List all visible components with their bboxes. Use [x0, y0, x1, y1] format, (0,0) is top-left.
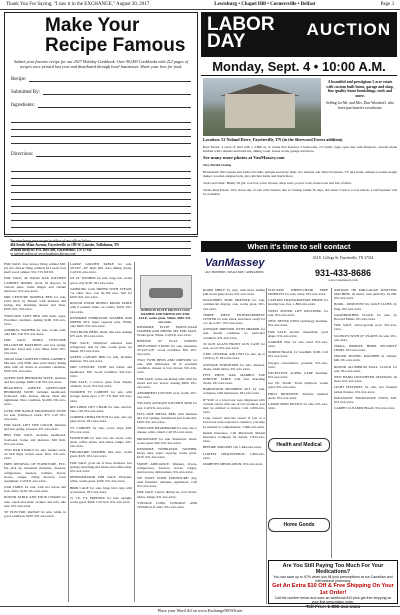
home-goods-header: Home Goods	[268, 518, 330, 532]
page-number: Page 3	[380, 2, 394, 7]
pharmacy-offer: Get An Extra $10 Off & Free Shipping On Your 1st Order!	[272, 583, 394, 596]
classified-ad: FIVE PIECE OAK MARBLE TOP DINETTE TABLE with four matching chairs. 931-xxx-xxxx.	[203, 372, 265, 386]
classified-ad: MICROWAVE for sale, Panasonic, black, works great. $40. 931-xxx-xxxx.	[137, 436, 197, 445]
classified-ad: WEISS POWER LIFT RECLINER, for sale. 931-xxx-xxxx.	[268, 308, 328, 317]
classified-ad: ROUND TABLE AND FOUR CHAIRS for sale, couch and chair, recliner and sofa, like new. 931-xxx-xxxx.	[4, 495, 66, 508]
classified-ad: MID CENTURY DOUBLE BED for sale, solid birch by Bassett with mattress and spring, also matching dresser and chest. $250. 931-759-xxxx.	[4, 295, 66, 312]
mail-line-3: or mail them to: P.O. Box 490, Fayetteville, TN 37334	[10, 247, 92, 252]
when-to-sell-bar: When it's time to sell contact	[201, 241, 397, 252]
classified-ad: WE WANT YOUR FURNITURE: Any used furniture, antiques, appliances. Call 931-xxx-xxxx.	[137, 475, 197, 489]
header-left: Thank You For Saying, "I saw it in the EXCHANGE," August 30, 2017	[6, 2, 150, 7]
classified-ad: LARGE GOLDEN TABLE for sale, 30"x50", 28" high, $65. Also dining chairs. Call 931-xxx-xxxx.	[70, 262, 132, 275]
classified-ad: DIABETES MEDICATION. 931-xxx-xxxx.	[203, 461, 264, 466]
classified-ad: BEFORE SURGERY call 1-844-xxx-xxxx.	[203, 445, 262, 450]
ingredients-lines	[11, 116, 191, 144]
classified-ad: FOR SALE, electric wheelchair, good shape. 931-xxx-xxxx.	[268, 329, 328, 338]
classified-ad: ANTIQUE DRESSER WITH MIRROR for sale, decent condition, no particular condition. 931-xxx-xxxx.	[203, 327, 265, 340]
classified-ad: EXCELLENT ALPHA CARE machine. 931-xxx-xxxx.	[268, 371, 328, 380]
classified-ad: ROUND WOOD DINING ROOM TABLE with 6 padded chairs on rollers. $100. 931-xxx-xxxx.	[70, 301, 132, 314]
directions-field[interactable]	[11, 152, 191, 157]
classified-ad: Long cancer? And the cause? If you or a loved one were exposed to asbestos, you may be entitled to compensation. 1-800-xxx-xxxx.	[203, 416, 265, 429]
classified-ad: Oxygen concentrator, portable. 931-xxx-xxxx.	[268, 360, 328, 369]
cookbook-title-2: Recipe Famous	[45, 35, 186, 56]
ingredients-label: Ingredients:	[11, 103, 35, 108]
cookbook-mailing-info	[4, 236, 198, 258]
classified-ad: BIRD CAGE for sale, large bird cage with accessories. 931-xxx-xxxx.	[70, 485, 132, 494]
classified-ad: SOLID OAK LIGHTED CHINA CABINET, like new, only $500. Also solid cherry dining table with six chairs in excellent condition, $550. 931-xxx-xxxx.	[4, 357, 66, 374]
vanmassey-website[interactable]: www.vanmassey.com	[328, 278, 358, 282]
classified-ad: BOOK - REMOVED XL GOLF CLUBS, by Ping. 931-xxx-xxxx.	[334, 302, 397, 311]
classified-ad: FOR SALE, 46 SOLID OAK KITCHEN CABINET DOORS, about 18 drawers, in various sizes. Some hinges and cabinet hardware. 931-xxx-xxxx.	[4, 276, 66, 293]
classified-ad: ABSORBENT COTTON wrap cloths. 931-xxx-xxxx.	[137, 391, 197, 400]
classified-ad: FOR SALE, 2 narrow glass front display cabinets, wood. 931-xxx-xxxx.	[70, 379, 132, 389]
classified-ad: HARDWOOD BUNKBED SET for sale, complete, with mattresses. 931-xxx-xxxx.	[203, 387, 265, 396]
submitted-field[interactable]	[11, 90, 191, 95]
classified-ad: 50 GUN GLASS FRONT GUN CASE for sale, wood. 931-xxx-xxxx.	[203, 341, 265, 350]
auction-details	[203, 138, 397, 199]
classified-ad: TWO BUNK BEDS, metal, like new. Asking $75 each. 931-xxx-xxxx.	[70, 330, 132, 339]
submitted-label: Submitted By:	[11, 90, 41, 95]
classified-ad: SAMSUNG GAS DRYER WITH STEAM, 7.4 cubic feet, cost $1,100 new. Sell for $450. 931-xxx-xxxx.	[70, 286, 132, 300]
classifieds-column-1	[4, 262, 66, 604]
page-footer: Place your Word Ad on www.ExchangeNEWS.net	[0, 606, 400, 615]
classified-ad: SMALL BRONZE HOME SECURITY ITEMS. 931-xxx-xxxx.	[334, 343, 397, 353]
classified-ad: BEAUTIFUL ASHLEY QUEEN-SIZE BEDROOM SUITE, includes headboard, footboard, rails, dresser, mirror, chest and nightstand. New condition. $1,000. 931-xxx-xxxx.	[4, 385, 66, 407]
classified-ad: 36" ELECTRIC RANGE for sale, white, in good condition. $100. 931-xxx-xxxx.	[4, 509, 66, 518]
classified-ad: GE 24" WASHER for sale, large tub, works good, only $100. 931-xxx-xxxx.	[70, 276, 132, 285]
classified-ad: IF YOU or a loved one were diagnosed with ovarian cancer after use of talc products, you may be entitled to money. Call 1-800-xxx-xxxx.	[203, 397, 265, 415]
classified-ad: FOR SALE, LIFT SIZE COUCH, mattress and box spring, loveseat. 931-xxx-xxxx.	[4, 423, 66, 432]
classified-ad: FOR SALE, good set of tires, mattress, box springs, matching end tables and coffee table. 931-xxx-xxxx.	[70, 460, 132, 473]
classifieds-column-6	[334, 288, 397, 556]
pharmacy-headline: Are You Still Paying Too Much For Your Medications?	[282, 563, 384, 575]
classified-ad: FOR SALE, Cherry dining set, four chairs, tables, lamps. 931-xxx-xxxx.	[137, 490, 197, 499]
classified-ad: THREE PIECE ENTERTAINMENT CENTER for sale, black, structural, ready for a tv up to 60". 931-xxx-xxxx.	[203, 312, 265, 326]
pharmacy-phone[interactable]: Toll Free: 1-855-xxx-xxxx	[305, 604, 361, 610]
photo-caption-2: Selling for Mr. and Mrs. Don Woodruff, who have purchased a townhouse	[325, 101, 395, 110]
classifieds-column-2	[70, 262, 132, 604]
classified-ad: LOWEST CHOLESTEROL. 1-800-xxx-xxxx.	[203, 451, 265, 460]
classified-ad: GARDEN tiller for sale, used. 931-xxx-xxxx.	[268, 339, 328, 348]
vanmassey-address: 104 E. College St, Fayetteville, TN 37334	[312, 256, 374, 260]
classified-ad: OVER THE RANGE MICROWAVE OVEN for sale, Whirlpool, black. $75. Call 931-xxx-xxxx.	[4, 408, 66, 421]
vanmassey-ad	[203, 254, 395, 284]
classified-ad: TWIN-SIZE HEADBOARD for sale, also a dresser, white, small. Call 931-xxx-xxxx.	[137, 426, 197, 435]
classified-ad: FREE RENOVAL OF FURNITURE, ETC. We pick up unwanted furniture, dressers, refrigerators, freezers, washers, dryers, stoves, ranges, riding mowers, lawn equipment. Call 931-xxx-xxxx.	[4, 462, 66, 483]
classified-ad: GRANDFATHER CLOCK for sale, by Howard Miller. 931-xxx-xxxx.	[334, 312, 397, 321]
classified-ad: KENMORE WHIRLPOOL WASHER, heavy duty, super capacity, works great. $150. 931-xxx-xxxx.	[137, 447, 197, 460]
classified-ad: Dental Insurance. Call Physicians Mutual Insurance Company for details. 1-855-xxx-xxxx.	[203, 430, 265, 443]
classified-ad: FOR SALE, solid oak dining table with six chairs and two leaves. Asking $600. 931-xxx-xxxx.	[137, 376, 197, 389]
banner-day: DAY	[207, 31, 246, 52]
household-text: Household: Nice queen size bedroom suite, antique secretary desk, two antique oak church benches, TV and stand, antique wooden dough maker, wooden antique beds, jars, kitchen items and much more.	[203, 170, 397, 179]
recipe-field[interactable]	[11, 77, 191, 82]
page-header	[0, 0, 400, 10]
cookbook-title-1: Make Your	[45, 15, 140, 36]
classified-ad: SCONCES WITH 10" PLATES for sale. 931-xxx-xxxx.	[334, 333, 397, 342]
auction-banner	[201, 12, 397, 57]
classified-ad: NEW, NEVER USED cardiology machine. 931-xxx-xxxx.	[268, 319, 328, 328]
vanmassey-sub: AUCTIONEERS • REALTORS • APPRAISERS	[205, 270, 264, 274]
classified-ad: 6 DR, CENTRAL AIR UNIT for sale, up to 1,000 sq. ft. 931-xxx-xxxx.	[203, 352, 265, 361]
classified-ad: TWO BAR STOOLS for sale, leather seats, 24 inch high, swivel seats. Nice. 931-xxx-xxxx.	[4, 447, 66, 461]
auction-location: Location: 52 Noland Drive, Fayetteville, TN (in the Sherwood Forest addition)	[203, 137, 343, 142]
vanmassey-phone: 931-433-8686	[314, 268, 372, 278]
pharmacy-text: You can save up to 97% when you fill your prescriptions at our Canadian and International pharmacy.	[273, 575, 393, 584]
banner-auction: AUCTION	[306, 20, 391, 39]
header-right: Lewisburg • Chapel Hill • Cornersville • Belfast	[214, 2, 316, 7]
classifieds-column-4	[203, 288, 265, 604]
mail-line-2: 404 South Main Avenue, Fayetteville or 109 W. Lincoln, Tullahoma, TN	[10, 243, 120, 248]
classified-ad: ANTIQUE FURNITURE for sale, dressers, chairs, small tables. 931-xxx-xxxx.	[203, 362, 265, 371]
ingredients-field[interactable]	[11, 103, 191, 108]
classified-ad: ROOM SHELF for sale, with three sliding pull-down glass doors. 931-xxx-xxxx.	[203, 288, 265, 297]
classified-ad: VINTAGE LONG CONSOLE AND CEDAR hi-fi radio. 931-xxx-xxxx.	[137, 500, 197, 509]
washer-dryer-photo	[140, 275, 192, 309]
classified-ad: WOODEN TV CABINET for sale, with storage, holds up to a 37" TV. $40. 931-xxx-xxxx.	[70, 390, 132, 403]
classified-ad: TWIN-SIZE LOFT BED with desk, steps. Excellent condition. Asking $100. 931-xxx-xxxx.	[4, 313, 66, 326]
classified-ad: 21 CU. FT. FREEZER for sale, upright, works good. $200. Call Jack. 931-xxx-xxxx.	[70, 495, 132, 505]
classified-ad: NEW HAND CROCHETED AFGHANS, all sizes. 931-xxx-xxxx.	[334, 375, 397, 384]
classified-ad: ADMIRAL WASHER for sale, works well, only $40. Call 931-xxx-xxxx.	[4, 328, 66, 337]
classifieds-column-3	[137, 325, 197, 604]
classified-ad: FIRST RESPONSE: lifestyle medical alerts. 931-xxx-xxxx.	[268, 391, 328, 400]
classified-ad: Get Fit. Nordic Track elliptical, works great. 931-xxx-xxxx.	[268, 381, 328, 390]
classified-ad: SMITH APPLIANCE: Washers, dryers, refrigerators, freezers, stoves, ranges, microwaves, dishwashers. 931-xxx-xxxx.	[137, 461, 197, 474]
cookbook-subtitle: Submit your favorite recipe for our 2017 Holiday Cookbook. Over 90,000 Cookbooks with 212 pages of recipes were printed last year and distributed through local businesses. Share your love for food.	[14, 59, 188, 69]
classified-ad: CAPTION TRANSCRIPTION PHONE for hearing loss, free. 1-800-xxx-xxxx.	[268, 298, 328, 307]
cookbook-ad	[4, 12, 198, 235]
classified-ad: ROUND ALUMINUM WALL CLOCK for sale. 931-xxx-xxxx.	[334, 364, 397, 373]
classified-ad: TV CABINET for sale, wood, large. $50. 931-xxx-xxxx.	[70, 425, 132, 434]
classified-ad: YELLOW ANTIQUE KITCHEN SINK for sale. Call 931-xxx-xxxx.	[137, 401, 197, 410]
classified-ad: ELECTRIC WHEELCHAIR FREE MOBILITY for sale, Jazzy. 931-xxx-xxxx.	[268, 288, 328, 297]
classified-ad: FOR SALE, above-ground pool. 931-xxx-xxxx.	[334, 323, 397, 332]
classified-ad: FOR SALE, SERTA TWIN-SIZE PILLOWTOP MATTRESS and box spring, like new. Used only a few times. $100. 931-xxx-xxxx.	[4, 338, 66, 355]
vanmassey-logo: VanMassey	[205, 257, 265, 269]
classified-ad: NORDICTRACK C2 treadmill. $100. Call 931-xxx-xxxx.	[268, 350, 328, 359]
mail-line-1: You may bring your recipe to either of our offices below:	[10, 239, 92, 243]
classified-ad: OAK TABLE for sale, with two leaves and four chairs. $150. 931-xxx-xxxx.	[4, 485, 66, 494]
classified-ad: CORNER CHINA HUTCH for sale, oak, top glass doors. 931-xxx-xxxx.	[70, 415, 132, 424]
classified-ad: FURNITURE for sale: two bar stools, sofa, chair, coffee tables, end tables, lamps. 931-xxx-xxxx.	[70, 435, 132, 449]
directions-label: Directions:	[11, 152, 34, 157]
classified-ad: QUEEN-SIZE BEDROOM SUITE, mattress and box springs, $200. Call 931-xxx-xxxx.	[4, 375, 66, 384]
classified-ad: FRIGIDAIRE WASHER, like new, works great. $225. 931-xxx-xxxx.	[70, 450, 132, 459]
classified-ad: MID CENTURY TWIN bed frame and headboard. $50. Good condition. 931-xxx-xxxx.	[70, 365, 132, 378]
pharmacy-details: Call the number below and save an additional $10 plus get free shipping on your first prescription order.	[274, 596, 392, 605]
classified-ad: CARPET CLEANER Bissell. 931-xxx-xxxx.	[334, 406, 396, 411]
classified-ad: BED FOR SALE, includes headboard, footboard, frame and mattress. $50 firm. 931-xxx-xxxx.	[4, 433, 66, 446]
real-estate-text: Real Estate: 4 acres of land with a 2,800 sq. ft. home that features 3 bedrooms, 2.5 baths, large open den with fireplace, custom made kitchen with cabinets and built-ins, dining room, bonus room, garage and more.	[203, 144, 397, 153]
classified-ad: REFRIGERATOR FOR SALE, Hotpoint, white, works great. $100. 931-xxx-xxxx.	[70, 475, 132, 484]
auction-date: Monday, Sept. 4 • 10:00 A.M.	[201, 58, 397, 76]
classified-ad: DUCKSBIES SEMI DRESSER for sale, commercial display, oak, works great. 931-xxx-xxxx.	[203, 298, 265, 311]
photo-caption-1: A beautiful and prestigious 5 acre estate with custom built home, garage and shop, fine quality home furnishings, tools and more.	[326, 80, 394, 98]
see-more-photos[interactable]: See many more photos at VanMassey.com	[203, 155, 285, 161]
classified-ad: FULL-SIZE METAL BED, with mattress and box springs, headboard and footboard. $100. 931-xxx-xxxx.	[137, 411, 197, 424]
tools-text: Tools and other: Husky 30 gal. tool box, lawn mower, shop tools, power tools, hand tools and lots of misc.	[203, 180, 353, 185]
house-body	[225, 94, 295, 128]
mail-line-4: or submit online at www.boubarts.kprsss.com	[10, 252, 76, 257]
classifieds-column-5	[268, 288, 328, 556]
classified-ad: PANASONIC MICROWAVE OVEN. $30. 931-xxx-xxxx.	[334, 395, 397, 404]
terms-text: Terms Real Estate: 10% down day of sale with balance due at closing within 30 days. All other: Cash or Good Check. Loud Speaker will be available.	[203, 187, 397, 196]
classified-ad: KENMORE WHIRLPOOL WASHER AND DRYER SET, super capacity plus. White, only $200. 931-xxx-xxxx.	[70, 315, 132, 328]
washer-dryer-caption: JOHNSON ELITE FRONT-LOAD WASHER AND DRYER SET FOR SALE, works great. White, $500. 931-xxx-xxxx.	[138, 308, 192, 324]
classified-ad: HISENSE 32" FLAT SCREEN TELEVISION STAND for sale, measures 45"x22"x18". Good condition. $50. 931-xxx-xxxx.	[137, 339, 197, 356]
classified-ad: RECLINER LIFT CHAIR for sale, electric, blue. Call 931-xxx-xxxx.	[70, 404, 132, 413]
recipe-label: Recipe:	[11, 77, 27, 82]
partial-listing: Very Partial Listing	[203, 163, 232, 168]
classified-ad: ARTISAN 760 MID-GAUGE KNITTING MACHINE, all metal, runs perfectly. $1,200. 931-xxx-xxxx.	[334, 288, 397, 301]
pharmacy-ad	[268, 560, 398, 610]
banner-labor: LABOR	[207, 14, 275, 35]
classified-ad: LARGE IRON KETTLE for sale. 931-xxx-xxxx.	[268, 402, 328, 411]
classified-ad: FOR SALE, Whirlpool stainless steel refrigerator, side by side, works great, ice maker. 931-xxx-xxxx.	[70, 340, 132, 353]
photo-caption	[324, 80, 396, 111]
classified-ad: KENMORE ELITE FRONT-LOAD WASHER AND DRYER SET FOR SALE, Works great. White. Call 931-xxx-xxxx.	[137, 325, 197, 338]
classified-ad: FOR SALE, four drawer filing cabinet $30; (2) two drawer filing cabinets $15 each; four shelf wood cabinet. 931-733-XXXX	[4, 262, 66, 275]
classified-ad: LIGHT FIXTURES for sale, two brushed nickel fixtures. 931-xxx-xxxx.	[334, 385, 397, 394]
health-medical-header: Health and Medical	[268, 438, 330, 452]
classified-ad: QUEEN CANOPY BED for sale, includes mattress. 931-xxx-xxxx.	[70, 355, 132, 364]
classified-ad: SINGER SEWING MACHINE in cabinet. $40. 931-xxx-xxxx.	[334, 354, 397, 363]
classified-ad: TWO TWIN BEDS AND DRESSER for sale, with mattresses, all in excellent condition, dresser is four drawer. 931-xxx-xxxx.	[137, 358, 197, 375]
